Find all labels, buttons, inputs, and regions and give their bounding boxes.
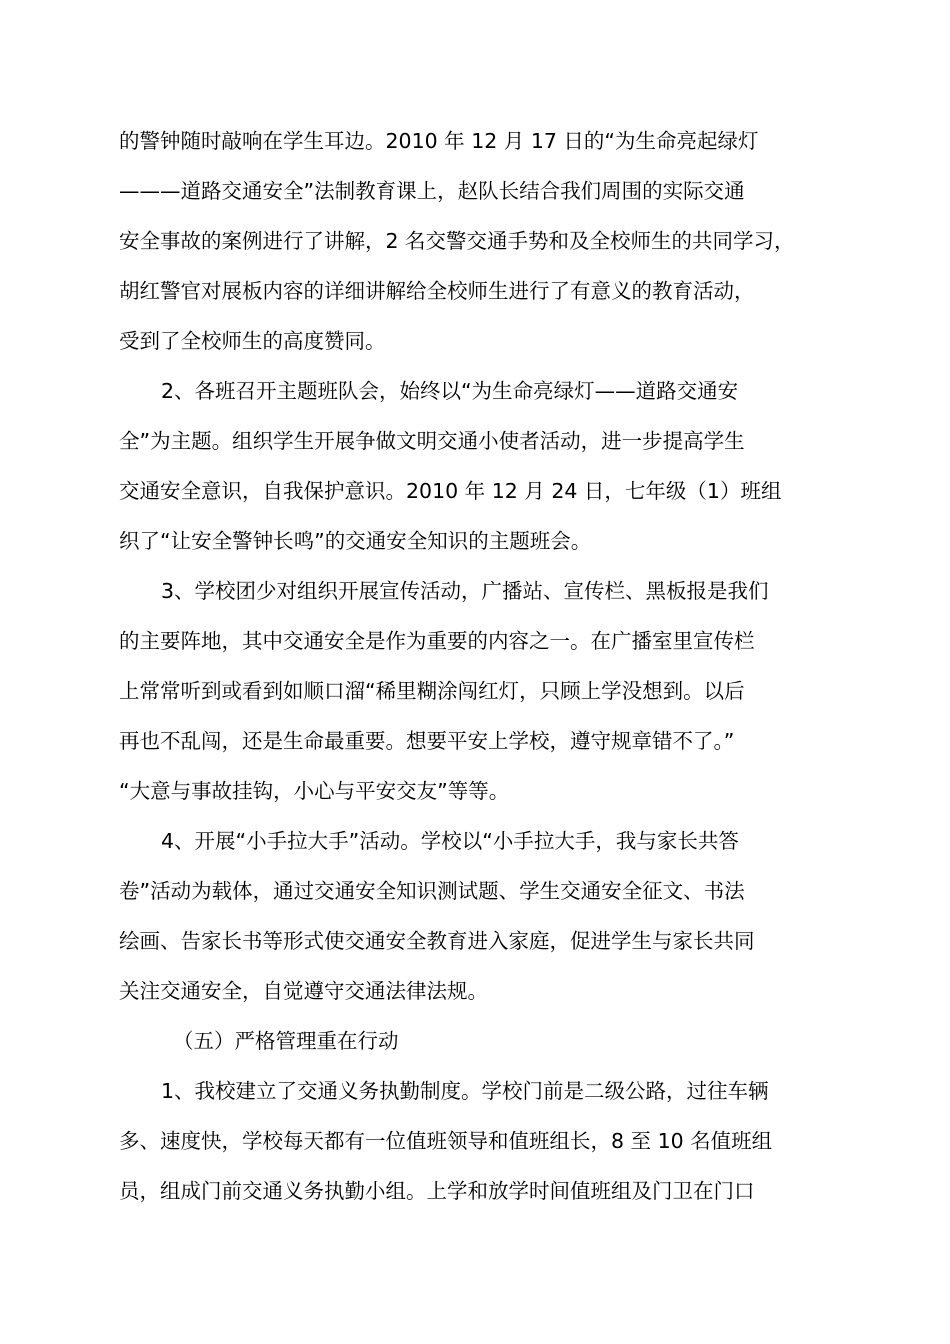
- text-line: 卷”活动为载体，通过交通安全知识测试题、学生交通安全征文、书法: [119, 879, 745, 903]
- text-line: 交通安全意识，自我保护意识。2010 年 12 月 24 日，七年级（1）班组: [119, 479, 782, 503]
- text-line: “大意与事故挂钩，小心与平安交友”等等。: [119, 779, 510, 803]
- paragraph-start-line: 3、学校团少对组织开展宣传活动，广播站、宣传栏、黑板报是我们: [161, 579, 769, 603]
- text-line: ———道路交通安全”法制教育课上，赵队长结合我们周围的实际交通: [119, 179, 745, 203]
- paragraph-start-line: 2、各班召开主题班队会，始终以“为生命亮绿灯——道路交通安: [161, 379, 739, 403]
- text-line: 全”为主题。组织学生开展争做文明交通小使者活动，进一步提高学生: [119, 429, 745, 453]
- paragraph-start-line: 1、我校建立了交通义务执勤制度。学校门前是二级公路，过往车辆: [161, 1079, 769, 1103]
- text-line: 再也不乱闯，还是生命最重要。想要平安上学校，遵守规章错不了。”: [119, 729, 735, 753]
- text-line: 织了“让安全警钟长鸣”的交通安全知识的主题班会。: [119, 529, 592, 553]
- text-line: 上常常听到或看到如顺口溜“稀里糊涂闯红灯，只顾上学没想到。以后: [119, 679, 745, 703]
- text-line: 的警钟随时敲响在学生耳边。2010 年 12 月 17 日的“为生命亮起绿灯: [119, 129, 759, 153]
- text-line: 的主要阵地，其中交通安全是作为重要的内容之一。在广播室里宣传栏: [119, 629, 755, 653]
- text-line: 多、速度快，学校每天都有一位值班领导和值班组长，8 至 10 名值班组: [119, 1129, 773, 1153]
- document-body: [119, 116, 839, 1216]
- section-heading: （五）严格管理重在行动: [173, 1029, 399, 1053]
- text-line: 员，组成门前交通义务执勤小组。上学和放学时间值班组及门卫在门口: [119, 1179, 755, 1203]
- text-line: 安全事故的案例进行了讲解，2 名交警交通手势和及全校师生的共同学习，: [119, 229, 795, 253]
- paragraph-start-line: 4、开展“小手拉大手”活动。学校以“小手拉大手，我与家长共答: [161, 829, 739, 853]
- text-line: 绘画、告家长书等形式使交通安全教育进入家庭，促进学生与家长共同: [119, 929, 755, 953]
- text-line: 胡红警官对展板内容的详细讲解给全校师生进行了有意义的教育活动，: [119, 279, 755, 303]
- text-line: 关注交通安全，自觉遵守交通法律法规。: [119, 979, 488, 1003]
- text-line: 受到了全校师生的高度赞同。: [119, 329, 386, 353]
